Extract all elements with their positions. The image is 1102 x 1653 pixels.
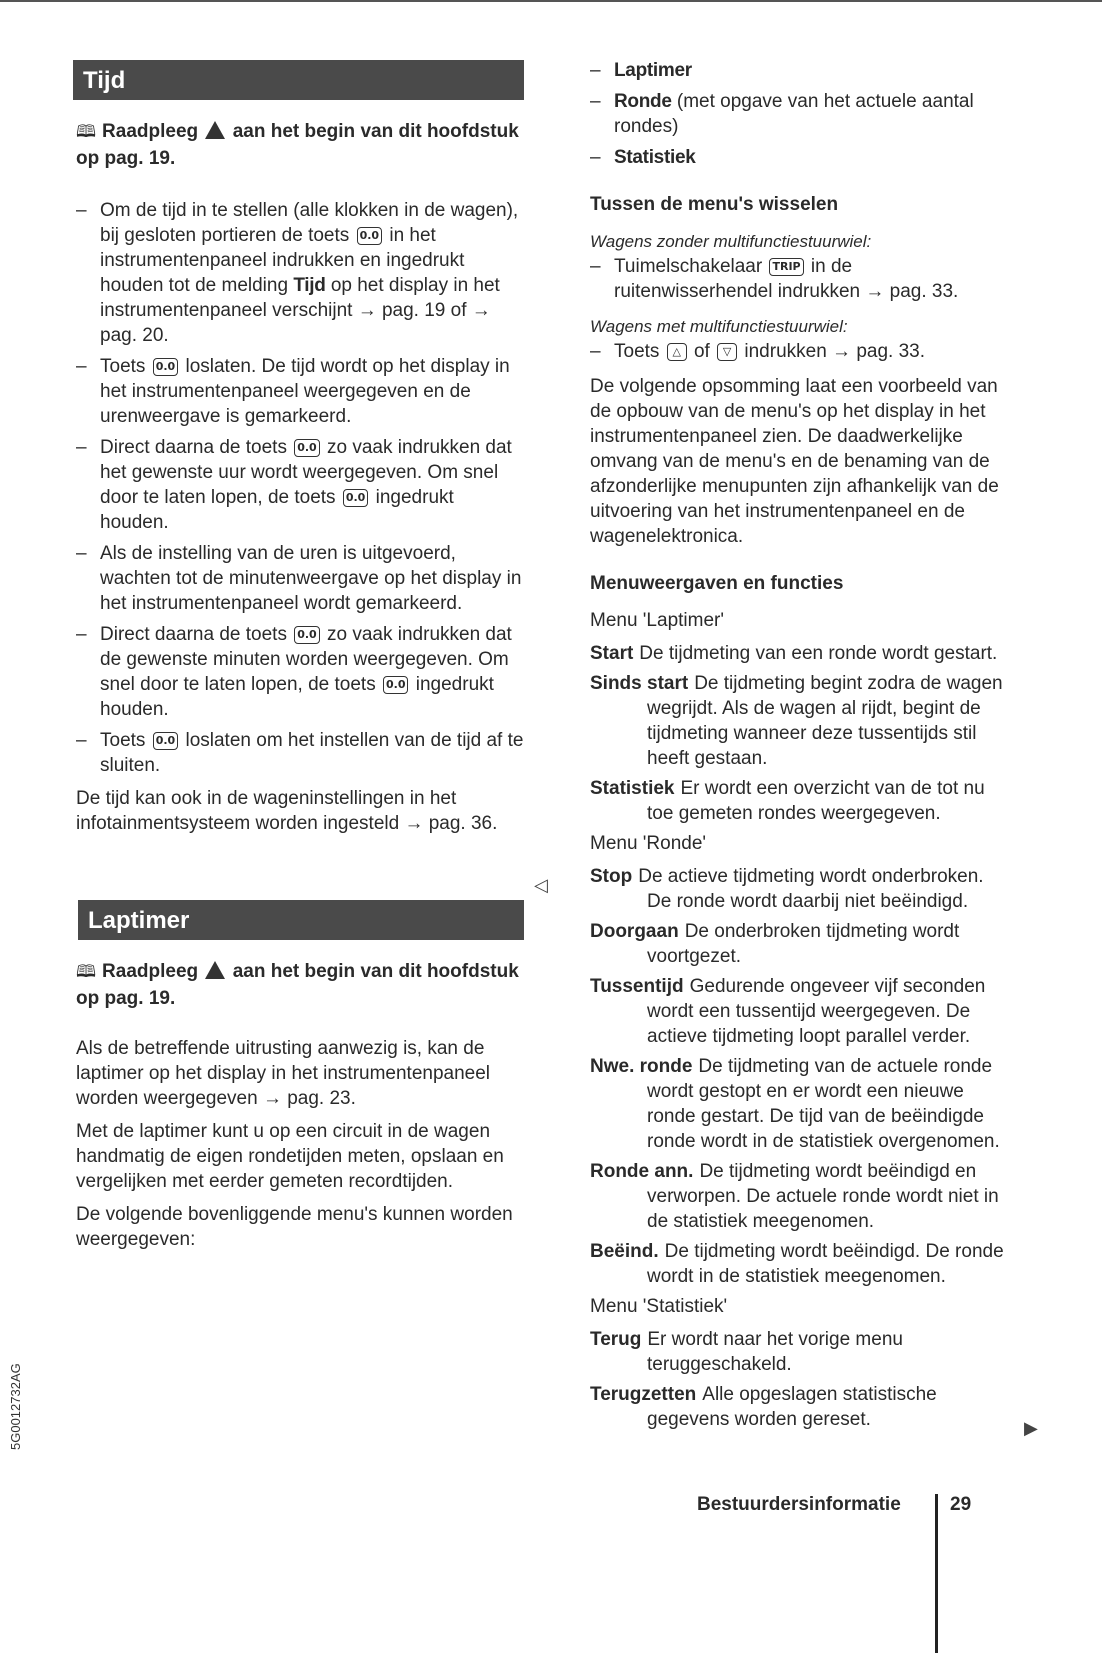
page-top-rule bbox=[0, 0, 1102, 2]
text: of bbox=[688, 341, 716, 362]
menu-item-description: De tijdmeting van de actuele ronde wordt gestopt en er wordt een nieuwe ronde gestart. De tijd van de beëindigde ronde wordt in de statistiek overgenomen. bbox=[647, 1056, 1000, 1152]
menu-item-term: Doorgaan bbox=[590, 921, 679, 942]
menu-item-term: Ronde ann. bbox=[590, 1161, 694, 1182]
footer-divider bbox=[935, 1494, 938, 1653]
text: op het display in het instrumentenpaneel verschijnt → pag. 19 of → pag. 20. bbox=[100, 275, 500, 346]
text: ingedrukt houden. bbox=[100, 674, 494, 720]
menu-item-term: Nwe. ronde bbox=[590, 1056, 693, 1077]
menu-item-description: De actieve tijdmeting wordt onderbroken. De ronde wordt daarbij niet beëindigd. bbox=[638, 866, 984, 912]
menu-item-definition bbox=[590, 641, 1012, 666]
list-item bbox=[76, 435, 524, 535]
display-term: Tijd bbox=[293, 275, 326, 296]
list-item bbox=[76, 541, 524, 616]
laptimer-paragraphs bbox=[76, 1036, 524, 1252]
menu-item-definition bbox=[590, 1327, 1012, 1377]
tijd-steps bbox=[76, 198, 524, 778]
text: Raadpleeg bbox=[102, 961, 204, 982]
rich-text bbox=[590, 254, 1012, 304]
menu-item-term: Terugzetten bbox=[590, 1384, 697, 1405]
menu-item-definition bbox=[590, 1054, 1012, 1154]
reference-note bbox=[76, 958, 524, 1012]
list-item bbox=[76, 198, 524, 348]
menu-item-term: Start bbox=[590, 643, 634, 664]
text: (met opgave van het actuele aantal rondes) bbox=[614, 91, 974, 137]
subheading-functions: Menuweergaven en functies bbox=[590, 573, 844, 594]
menu-item-description: Er wordt naar het vorige menu teruggeschakeld. bbox=[647, 1329, 903, 1375]
tijd-note: De tijd kan ook in de wageninstellingen in het infotainmentsysteem worden ingesteld → pag. 36. bbox=[76, 788, 498, 834]
continued-marker-left-icon: ◁ bbox=[534, 875, 548, 895]
warning-triangle-icon bbox=[205, 961, 225, 979]
menu-item-definition bbox=[590, 1159, 1012, 1234]
warning-triangle-icon bbox=[205, 121, 225, 139]
menu-item-description: De tijdmeting wordt beëindigd en verworpen. De actuele ronde wordt niet in de statistiek meegenomen. bbox=[647, 1161, 999, 1232]
menu-item-term: Terug bbox=[590, 1329, 642, 1350]
list-item bbox=[590, 89, 1012, 139]
key-symbol-icon: 0.0 bbox=[343, 489, 369, 507]
text: Direct daarna de toets bbox=[100, 437, 293, 458]
section-heading-tijd: Tijd bbox=[73, 60, 524, 100]
text: indrukken → pag. 33. bbox=[739, 341, 925, 362]
key-symbol-icon: 0.0 bbox=[294, 626, 320, 644]
menu-item-term: Tussentijd bbox=[590, 976, 684, 997]
left-column bbox=[76, 60, 524, 1260]
menu-item-description: De tijdmeting begint zodra de wagen wegrijdt. Als de wagen al rijdt, begint de tijdmeting wanneer deze tussentijds stil heeft gestaan. bbox=[647, 673, 1003, 769]
text: loslaten om het instellen van de tijd af te sluiten. bbox=[100, 730, 524, 776]
step-with-mfsw bbox=[590, 339, 1012, 364]
book-icon: 🕮 bbox=[76, 122, 97, 141]
key-symbol-icon: 0.0 bbox=[153, 732, 179, 750]
display-term: Statistiek bbox=[614, 147, 696, 168]
text: Toets bbox=[100, 356, 151, 377]
key-symbol-icon: △ bbox=[667, 343, 687, 361]
display-term: Ronde bbox=[614, 91, 672, 112]
menu-item-term: Statistiek bbox=[590, 778, 675, 799]
step-without-mfsw bbox=[590, 254, 1012, 304]
menu-title: Menu 'Laptimer' bbox=[590, 610, 724, 631]
text: Als de instelling van de uren is uitgevoerd, wachten tot de minutenweergave op het display in het instrumentenpaneel wordt gemarkeerd. bbox=[100, 543, 522, 614]
text: zo vaak indrukken dat het gewenste uur wordt weergegeven. Om snel door te laten lopen, de toets bbox=[100, 437, 512, 508]
menu-item-description: Alle opgeslagen statistische gegevens worden gereset. bbox=[647, 1384, 937, 1430]
continued-next-page-icon: ▶ bbox=[1024, 1418, 1038, 1438]
text: Toets bbox=[100, 730, 151, 751]
text: Tuimelschakelaar bbox=[614, 256, 768, 277]
key-symbol-icon: 0.0 bbox=[153, 358, 179, 376]
menu-function-groups bbox=[590, 608, 1012, 1432]
list-item bbox=[590, 145, 1012, 170]
text: aan het begin van dit hoofdstuk op pag. 19. bbox=[76, 961, 519, 1009]
section-heading-laptimer: Laptimer bbox=[78, 900, 524, 940]
menu-item-definition bbox=[590, 864, 1012, 914]
list-item bbox=[590, 58, 1012, 83]
reference-note bbox=[76, 118, 524, 172]
right-column bbox=[590, 58, 1012, 1437]
list-item bbox=[76, 622, 524, 722]
text: Om de tijd in te stellen (alle klokken in de wagen), bij gesloten portieren de toets bbox=[100, 200, 519, 246]
menu-item-definition bbox=[590, 776, 1012, 826]
menu-title: Menu 'Ronde' bbox=[590, 833, 707, 854]
menu-item-definition bbox=[590, 671, 1012, 771]
footer-section: Bestuurdersinformatie bbox=[697, 1494, 901, 1515]
key-symbol-icon: 0.0 bbox=[357, 227, 383, 245]
menu-item-definition bbox=[590, 974, 1012, 1049]
menu-title: Menu 'Statistiek' bbox=[590, 1296, 728, 1317]
condition-label: Wagens zonder multifunctiestuurwiel: bbox=[590, 232, 872, 251]
menu-item-definition bbox=[590, 1239, 1012, 1289]
menu-item-description: De tijdmeting wordt beëindigd. De ronde wordt in de statistiek meegenomen. bbox=[647, 1241, 1004, 1287]
menu-item-description: De tijdmeting van een ronde wordt gestart. bbox=[639, 643, 998, 664]
menu-item-definition bbox=[590, 1382, 1012, 1432]
page-number: 29 bbox=[950, 1494, 972, 1515]
menu-item-definition bbox=[590, 919, 1012, 969]
menu-item-description: De onderbroken tijdmeting wordt voortgezet. bbox=[647, 921, 960, 967]
menu-item-term: Sinds start bbox=[590, 673, 689, 694]
text: zo vaak indrukken dat de gewenste minuten worden weergegeven. Om snel door te laten lopen, de toets bbox=[100, 624, 512, 695]
paragraph: Met de laptimer kunt u op een circuit in de wagen handmatig de eigen rondetijden meten, opslaan en vergelijken met eerder gemeten recordtijden. bbox=[76, 1121, 504, 1192]
display-term: Laptimer bbox=[614, 60, 692, 81]
key-symbol-icon: ▽ bbox=[717, 343, 737, 361]
text: in de ruitenwisserhendel indrukken → pag. 33. bbox=[614, 256, 959, 302]
subheading-switch-menus: Tussen de menu's wisselen bbox=[590, 194, 839, 215]
overview-paragraph: De volgende opsomming laat een voorbeeld van de opbouw van de menu's op het display in het instrumentenpaneel zien. De daadwerkelijke omvang van de menu's en de benaming van de afzonderlijke menupunten zijn afhankelijk van de uitvoering van het instrumentenpaneel en de wagenelektronica. bbox=[590, 376, 999, 547]
book-icon: 🕮 bbox=[76, 962, 97, 981]
condition-label: Wagens met multifunctiestuurwiel: bbox=[590, 317, 848, 336]
menu-item-term: Stop bbox=[590, 866, 633, 887]
document-code: 5G0012732AG bbox=[8, 1363, 23, 1450]
menu-list bbox=[590, 58, 1012, 170]
text: in het instrumentenpaneel indrukken en ingedrukt houden tot de melding bbox=[100, 225, 465, 296]
rich-text bbox=[76, 961, 519, 1009]
text: Raadpleeg bbox=[102, 121, 204, 142]
text: ingedrukt houden. bbox=[100, 487, 454, 533]
rich-text bbox=[76, 121, 519, 169]
key-symbol-icon: TRIP bbox=[769, 258, 803, 276]
paragraph: De volgende bovenliggende menu's kunnen worden weergegeven: bbox=[76, 1204, 513, 1250]
menu-item-term: Beëind. bbox=[590, 1241, 659, 1262]
list-item bbox=[76, 728, 524, 778]
key-symbol-icon: 0.0 bbox=[294, 439, 320, 457]
paragraph: Als de betreffende uitrusting aanwezig is, kan de laptimer op het display in het instrumentenpaneel worden weergegeven → pag. 23. bbox=[76, 1038, 491, 1109]
menu-item-description: Gedurende ongeveer vijf seconden wordt een tussentijd weergegeven. De actieve tijdmeting loopt parallel verder. bbox=[647, 976, 986, 1047]
text: loslaten. De tijd wordt op het display in het instrumentenpaneel weergegeven en de urenweergave is gemarkeerd. bbox=[100, 356, 510, 427]
text: Toets bbox=[614, 341, 665, 362]
menu-item-description: Er wordt een overzicht van de tot nu toe gemeten rondes weergegeven. bbox=[647, 778, 985, 824]
rich-text bbox=[590, 339, 1012, 364]
key-symbol-icon: 0.0 bbox=[383, 676, 409, 694]
list-item bbox=[76, 354, 524, 429]
text: Direct daarna de toets bbox=[100, 624, 293, 645]
text: aan het begin van dit hoofdstuk op pag. 19. bbox=[76, 121, 519, 169]
